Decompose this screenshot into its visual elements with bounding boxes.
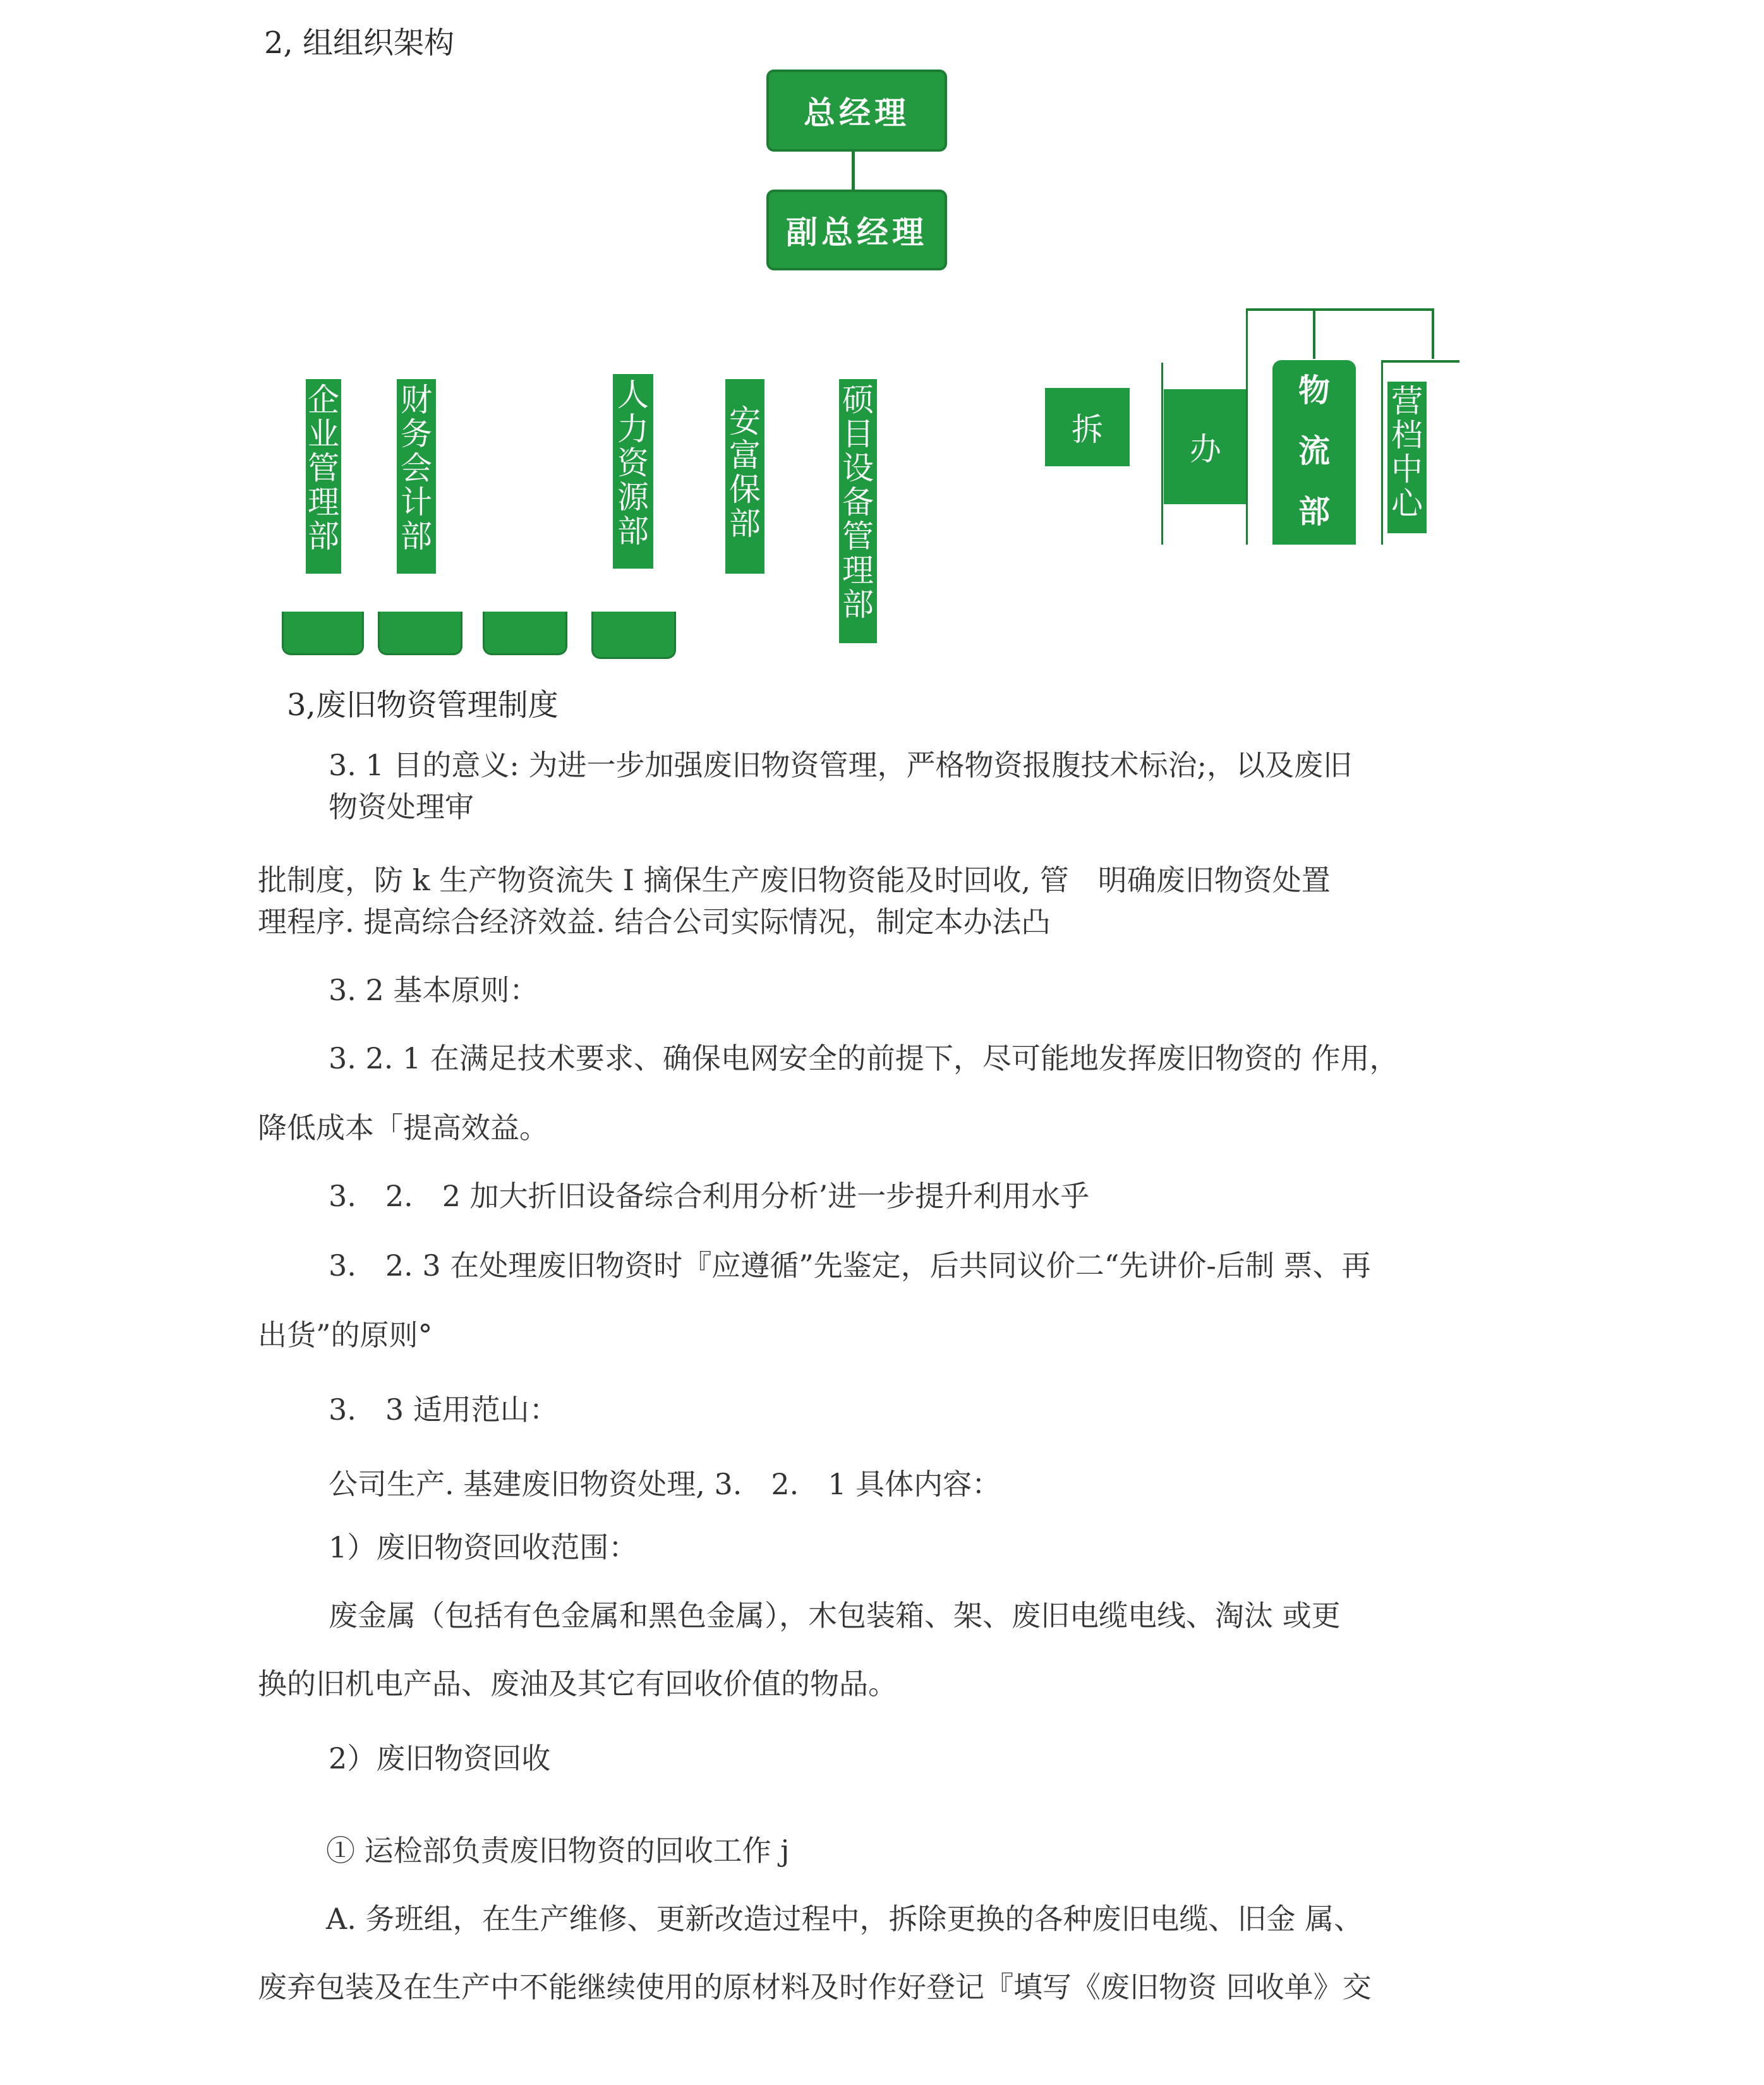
org-dept-archive-center: 营 档 中 心 — [1387, 382, 1427, 533]
paragraph-line: 废弃包装及在生产中不能继续使用的原材料及时作好登记『填写《废旧物资 回收单》交 — [258, 1970, 1372, 2004]
org-connector — [1246, 310, 1248, 545]
paragraph-line: 降低成本「提高效益。 — [258, 1111, 548, 1145]
paragraph-line: 3. 2 基本原则： — [329, 973, 539, 1007]
org-dept-enterprise-management: 企 业 管 理 部 — [306, 379, 341, 574]
paragraph-line: A. 务班组，在生产维修、更新改造过程中，拆除更换的各种废旧电缆、旧金 属、 — [326, 1902, 1363, 1936]
paragraph-line: ① 运检部负责废旧物资的回收工作 j — [326, 1834, 790, 1868]
paragraph-line: 3. 3 适用范山： — [329, 1393, 559, 1427]
paragraph-line: 物资处理审 — [329, 790, 474, 824]
org-node-deputy-manager: 副总经理 — [766, 190, 947, 270]
org-dept-safety: 安 富 保 部 — [725, 379, 764, 574]
org-stub — [591, 612, 676, 659]
paragraph-line: 公司生产. 基建废旧物资处理, 3. 2. 1 具体内容： — [329, 1467, 1001, 1501]
org-dept-logistics: 物 流 部 — [1272, 360, 1356, 545]
org-dept-finance: 财 务 会 计 部 — [397, 379, 436, 574]
org-connector — [1381, 360, 1383, 545]
section-heading-org: 2, 组组织架构 — [264, 25, 455, 61]
org-stub — [483, 612, 567, 655]
paragraph-line: 3. 1 目的意义: 为进一步加强废旧物资管理，严格物资报腹技术标治;，以及废旧 — [329, 748, 1353, 782]
org-dept-ban: 办 — [1164, 389, 1247, 504]
org-connector — [852, 149, 855, 190]
org-connector — [1246, 308, 1434, 311]
org-node-general-manager: 总经理 — [766, 70, 947, 152]
paragraph-line: 3. 2. 3 在处理废旧物资时『应遵循”先鉴定，后共同议价二“先讲价-后制 票、再 — [329, 1248, 1371, 1283]
org-connector — [1381, 360, 1459, 363]
paragraph-line: 理程序. 提高综合经济效益. 结合公司实际情况，制定本办法凸 — [258, 905, 1051, 939]
paragraph-line: 3. 2. 1 在满足技术要求、确保电网安全的前提下，尽可能地发挥废旧物资的 作用， — [329, 1041, 1399, 1075]
org-stub — [378, 612, 462, 655]
paragraph-line: 出货”的原则° — [258, 1318, 433, 1352]
org-connector — [1432, 310, 1434, 359]
org-dept-equipment: 硕 目 设 备 管 理 部 — [839, 379, 877, 643]
paragraph-line: 3. 2. 2 加大折旧设备综合利用分析’进一步提升利用水乎 — [329, 1179, 1090, 1213]
paragraph-line: 2）废旧物资回收 — [329, 1741, 551, 1775]
org-connector — [1313, 310, 1315, 359]
paragraph-line: 废金属（包括有色金属和黑色金属），木包装箱、架、废旧电缆电线、淘汰 或更 — [329, 1598, 1341, 1633]
org-dept-chai: 拆 — [1045, 388, 1130, 466]
paragraph-line: 换的旧机电产品、废油及其它有回收价值的物品。 — [258, 1667, 897, 1701]
org-dept-hr: 人 力 资 源 部 — [613, 374, 653, 569]
paragraph-line: 1）废旧物资回收范围： — [329, 1530, 638, 1564]
section-heading-waste-policy: 3,废旧物资管理制度 — [287, 687, 559, 723]
org-stub — [282, 612, 364, 655]
paragraph-line: 批制度，防 k 生产物资流失 I 摘保生产废旧物资能及时回收, 管 明确废旧物资处置 — [258, 863, 1331, 897]
org-connector — [1161, 363, 1163, 545]
